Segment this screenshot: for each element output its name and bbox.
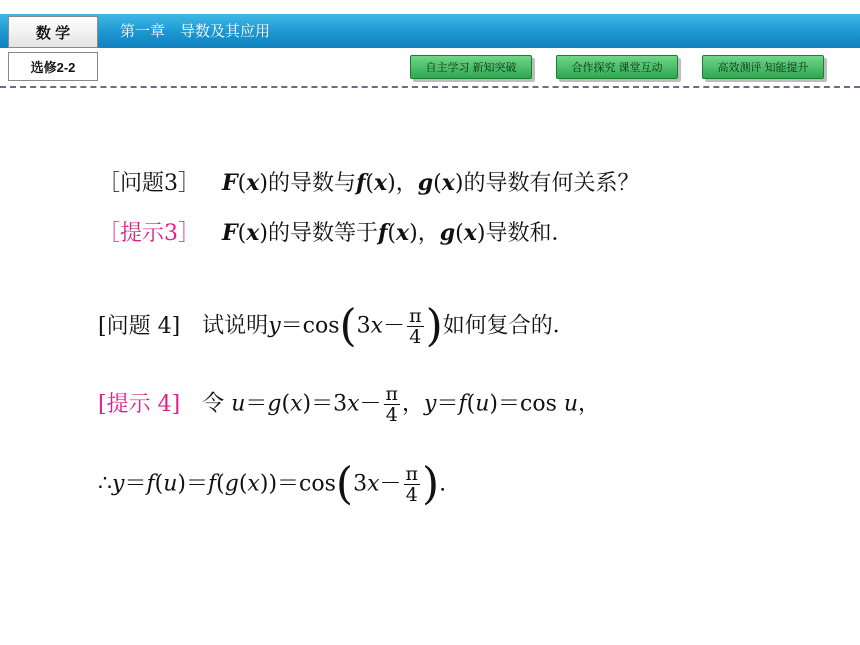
equals: ＝ <box>124 471 147 497</box>
var-u: u <box>163 471 178 497</box>
header-divider <box>0 86 860 88</box>
equals-cos: ＝cos <box>280 313 340 339</box>
func-f: f <box>458 391 467 417</box>
var-x: x <box>367 471 380 497</box>
nav-self-study-button[interactable]: 自主学习 新知突破 <box>410 55 532 79</box>
var-x: x <box>370 313 384 339</box>
func-f: f <box>355 170 366 196</box>
hint-3-text-1: 的导数等于 <box>267 221 378 246</box>
func-f: f <box>377 220 388 246</box>
var-x: x <box>441 170 455 196</box>
pi-over-4-fraction <box>407 306 424 347</box>
hint-3-text-2: 导数和． <box>485 221 574 246</box>
func-F: F <box>222 220 238 246</box>
hint-3-tag: ［提示3］ <box>98 221 200 246</box>
separator: ， <box>395 171 418 196</box>
question-3-text-1: 的导数与 <box>267 171 356 196</box>
minus-sign: － <box>383 313 406 339</box>
question-3-text-2: 的导数有何关系？ <box>463 171 640 196</box>
var-y: y <box>268 313 281 339</box>
func-g: g <box>417 170 434 196</box>
fraction-numerator: π <box>409 305 422 327</box>
func-g: g <box>224 471 239 497</box>
var-x: x <box>374 170 388 196</box>
func-f: f <box>146 471 155 497</box>
question-4-text: 试说明 <box>202 313 269 339</box>
right-paren: ) <box>422 458 440 510</box>
var-x: x <box>246 170 260 196</box>
pi-over-4-fraction <box>404 464 421 505</box>
coefficient: 3 <box>356 313 371 339</box>
left-paren: ( <box>339 300 357 352</box>
minus-sign: － <box>379 471 402 497</box>
right-paren: ) <box>425 300 443 352</box>
fraction-denominator: 4 <box>409 326 422 348</box>
nav-evaluation-button[interactable]: 高效测评 知能提升 <box>702 55 824 79</box>
question-3-tag: ［问题3］ <box>98 171 200 196</box>
question-3: ［问题3］ F(x)的导数与f(x)，g(x)的导数有何关系？ <box>98 170 640 196</box>
chapter-title: 第一章 导数及其应用 <box>120 23 271 40</box>
var-u: u <box>563 391 579 417</box>
fraction-numerator: π <box>405 463 418 485</box>
var-x: x <box>463 220 477 246</box>
fraction-denominator: 4 <box>405 484 418 506</box>
separator: ， <box>417 221 440 246</box>
hint-3: ［提示3］ F(x)的导数等于f(x)，g(x)导数和． <box>98 220 574 246</box>
minus-sign: － <box>359 391 382 417</box>
question-4 <box>98 300 575 352</box>
separator: ， <box>402 391 425 417</box>
separator: ， <box>578 391 601 417</box>
var-x: x <box>290 391 303 417</box>
var-u: u <box>475 391 490 417</box>
equals: ＝ <box>185 471 208 497</box>
let-word: 令 <box>202 391 225 417</box>
open-paren: ( <box>216 471 225 497</box>
var-x: x <box>396 220 410 246</box>
question-4-tag: [问题 4] <box>98 313 181 339</box>
nav-cooperative-button[interactable]: 合作探究 课堂互动 <box>556 55 678 79</box>
var-x: x <box>347 391 360 417</box>
equals: ＝ <box>245 391 268 417</box>
equals-three: ＝3 <box>311 391 348 417</box>
func-g: g <box>439 220 456 246</box>
edition-label: 选修2-2 <box>8 52 98 81</box>
question-4-tail: 如何复合的． <box>442 313 575 339</box>
var-y: y <box>424 391 437 417</box>
period: . <box>439 471 447 497</box>
var-u: u <box>231 391 246 417</box>
func-g: g <box>267 391 282 417</box>
func-f: f <box>207 471 217 497</box>
equals: ＝ <box>436 391 459 417</box>
left-paren: ( <box>335 458 354 510</box>
fraction-denominator: 4 <box>385 404 398 426</box>
hint-4: [提示 4] 令 u＝g(x)＝3x－ $\frac{\pi}{4}$ ，y＝f(u)＝cos u， <box>98 383 601 426</box>
therefore-symbol: ∴ <box>98 471 112 497</box>
func-F: F <box>222 170 238 196</box>
close-paren: ) <box>268 471 278 497</box>
var-y: y <box>112 471 125 497</box>
hint-4-tag: [提示 4] <box>98 391 181 417</box>
equals-cos: ＝cos <box>277 471 336 497</box>
composition-line: ∴y＝f(u)＝f(g(x))＝cos(3x－ $\frac{\pi}{4}$ ). <box>98 458 447 510</box>
equals-cos: ＝cos <box>498 391 557 417</box>
fraction-numerator: π <box>385 383 399 405</box>
var-x: x <box>247 471 260 497</box>
var-x: x <box>246 220 260 246</box>
coefficient: 3 <box>353 471 368 497</box>
subject-label: 数 学 <box>8 16 98 48</box>
pi-over-4-fraction <box>384 384 401 425</box>
